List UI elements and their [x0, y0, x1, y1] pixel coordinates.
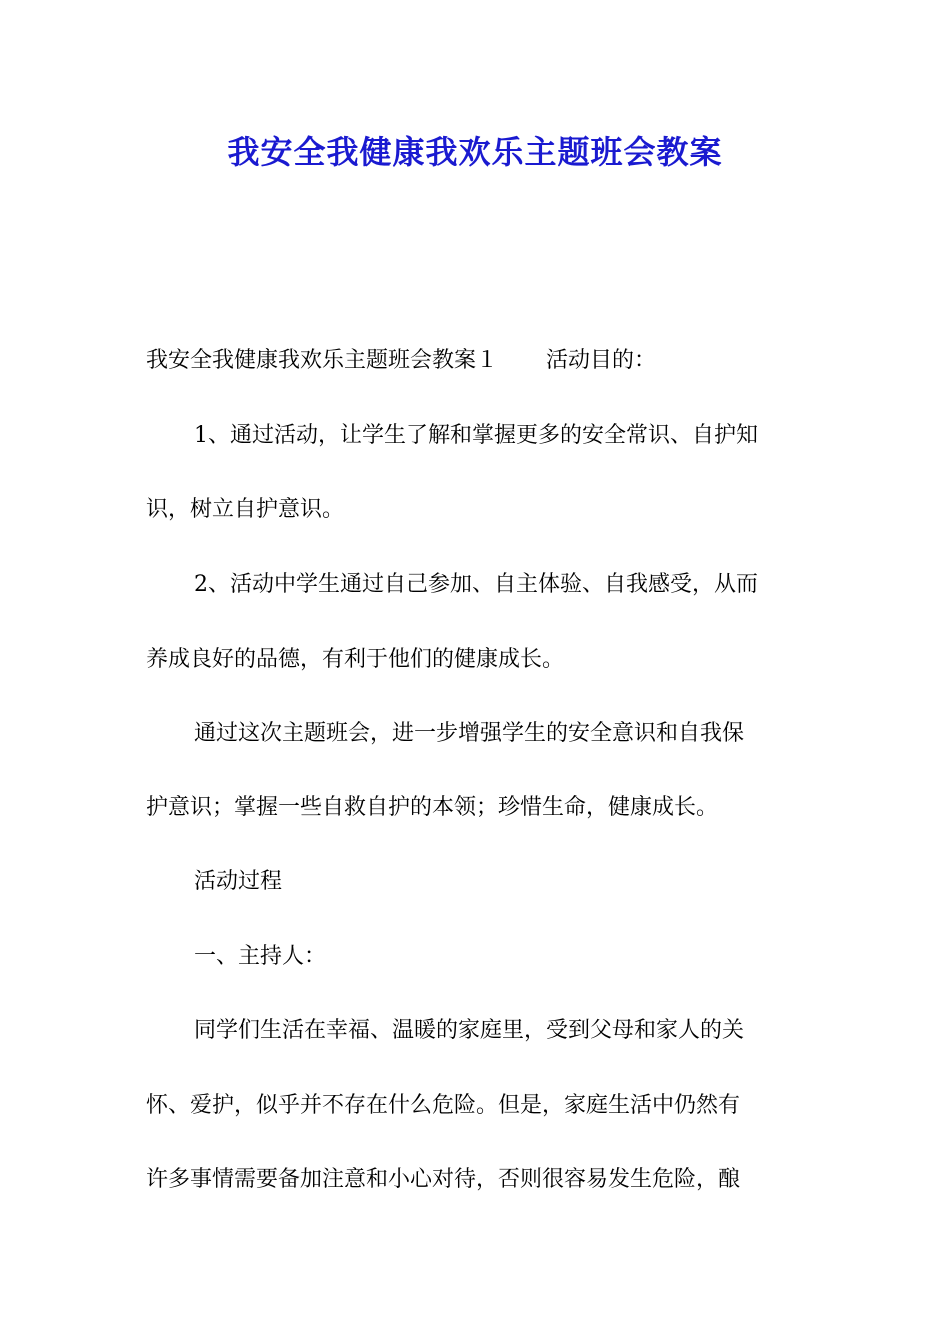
lesson-plan-heading: 我安全我健康我欢乐主题班会教案１: [146, 348, 499, 373]
paragraph-line: 护意识；掌握一些自救自护的本领；珍惜生命，健康成长。: [146, 795, 719, 820]
paragraph-line: 同学们生活在幸福、温暖的家庭里，受到父母和家人的关: [194, 1018, 745, 1043]
section-heading: 活动过程: [194, 869, 283, 894]
paragraph-line: 怀、爱护，似乎并不存在什么危险。但是，家庭生活中仍然有: [146, 1093, 741, 1118]
paragraph-line: 养成良好的品德，有利于他们的健康成长。: [146, 647, 565, 672]
activity-goal-label: 活动目的：: [546, 348, 657, 373]
section-heading: 一、主持人：: [194, 944, 327, 969]
paragraph-line: 许多事情需要备加注意和小心对待，否则很容易发生危险，酿: [146, 1167, 741, 1192]
document-title: 我安全我健康我欢乐主题班会教案: [227, 133, 723, 171]
paragraph-line: 识，树立自护意识。: [146, 497, 345, 522]
paragraph-line: 2、活动中学生通过自己参加、自主体验、自我感受，从而: [194, 572, 758, 597]
paragraph-line: 通过这次主题班会，进一步增强学生的安全意识和自我保: [194, 721, 745, 746]
heading-line: [146, 346, 806, 376]
paragraph-line: 1、通过活动，让学生了解和掌握更多的安全常识、自护知: [194, 423, 758, 448]
